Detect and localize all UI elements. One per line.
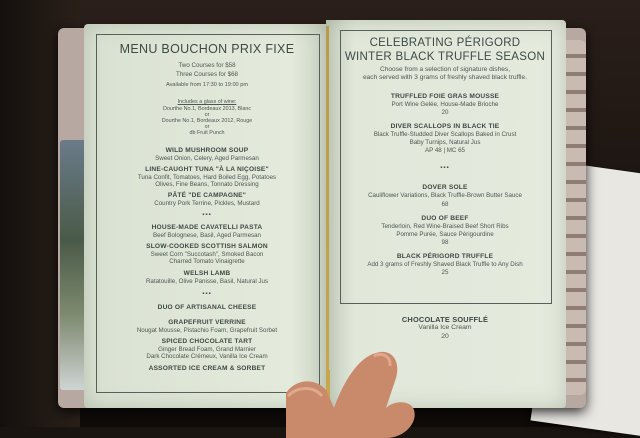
- menu-item-desc: Nougat Mousse, Pistachio Foam, Grapefruit Sorbet: [136, 327, 278, 334]
- right-intro-2: each served with 3 grams of freshly shaved black truffle.: [362, 74, 528, 81]
- truffle-item-name: BLACK PÉRIGORD TRUFFLE: [396, 253, 494, 260]
- menu-item-desc: Charred Tomato Vinaigrette: [169, 258, 245, 265]
- menu-item-name: SPICED CHOCOLATE TART: [161, 338, 253, 345]
- truffle-item-desc: Port Wine Gelée, House-Made Brioche: [391, 101, 499, 108]
- wine-or-1: or: [204, 112, 210, 118]
- menu-item-desc: Tuna Confit, Tomatoes, Hard Boiled Egg, Potatoes: [137, 174, 277, 181]
- menu-item-desc: Dark Chocolate Crémeux, Vanilla Ice Cream: [146, 353, 268, 360]
- wine-3: db Fruit Punch: [189, 130, 225, 136]
- truffle-item-desc: Pomme Purée, Sauce Périgourdine: [396, 231, 494, 238]
- wine-or-2: or: [204, 124, 210, 130]
- hand: [286, 348, 436, 438]
- right-intro-1: Choose from a selection of signature dishes,: [379, 66, 511, 73]
- left-page-title: MENU BOUCHON PRIX FIXE: [119, 42, 295, 56]
- truffle-item-price: 25: [441, 269, 449, 276]
- menu-item-desc: Ratatouille, Olive Panisse, Basil, Natural Jus: [145, 278, 269, 285]
- availability: Available from 17:30 to 19:00 pm: [166, 82, 248, 88]
- truffle-item-name: DOVER SOLE: [422, 184, 468, 191]
- truffle-item-price: 68: [441, 201, 449, 208]
- dessert-name: CHOCOLATE SOUFFLÉ: [401, 315, 489, 324]
- truffle-item-name: TRUFFLED FOIE GRAS MOUSSE: [390, 93, 500, 100]
- menu-item-name: WELSH LAMB: [183, 270, 231, 277]
- truffle-item-name: DIVER SCALLOPS IN BLACK TIE: [390, 123, 500, 130]
- course-divider: ▪▪▪: [202, 291, 212, 297]
- right-page-title-2: WINTER BLACK TRUFFLE SEASON: [344, 51, 546, 63]
- wine-intro: Includes a glass of wine:: [177, 99, 237, 105]
- menu-item-desc: Ginger Bread Foam, Grand Marnier: [158, 346, 256, 353]
- menu-item-desc: Sweet Onion, Celery, Aged Parmesan: [155, 155, 259, 162]
- menu-item-desc: Olives, Fine Beans, Tonnato Dressing: [155, 181, 259, 188]
- course-divider: ▪▪▪: [202, 212, 212, 218]
- menu-item-name: GRAPEFRUIT VERRINE: [168, 319, 246, 326]
- three-courses-price: Three Courses for $68: [176, 71, 238, 78]
- dessert-price: 20: [441, 333, 449, 340]
- truffle-item-desc: Tenderloin, Red Wine-Braised Beef Short Ribs: [381, 223, 509, 230]
- menu-item-desc: Sweet Corn "Succotash", Smoked Bacon: [150, 251, 264, 258]
- two-courses-price: Two Courses for $58: [178, 62, 236, 69]
- truffle-item-desc: Add 3 grams of Freshly Shaved Black Truffle to Any Dish: [367, 261, 523, 268]
- truffle-item-desc: Black Truffle-Studded Diver Scallops Baked in Crust: [373, 131, 517, 138]
- menu-item-name: ASSORTED ICE CREAM & SORBET: [148, 365, 266, 372]
- right-page-title-1: CELEBRATING PÉRIGORD: [369, 37, 521, 49]
- menu-item-name: SLOW-COOKED SCOTTISH SALMON: [146, 243, 268, 250]
- truffle-item-desc: Cauliflower Variations, Black Truffle-Brown Butter Sauce: [368, 192, 522, 199]
- truffle-item-desc: Baby Turnips, Natural Jus: [409, 139, 481, 146]
- menu-item-name: PÂTÉ "DE CAMPAGNE": [167, 192, 247, 199]
- menu-item-desc: Country Pork Terrine, Pickles, Mustard: [154, 200, 260, 207]
- wine-2: Dourthe No.1, Bordeaux 2012, Rouge: [161, 118, 253, 124]
- truffle-item-price: 98: [441, 239, 449, 246]
- menu-item-desc: Beef Bolognese, Basil, Aged Parmesan: [152, 232, 261, 239]
- truffle-item-price: AP 48 | MC 65: [424, 147, 465, 154]
- wine-1: Dourthe No.1, Bordeaux 2013, Blanc: [162, 106, 252, 112]
- dessert-desc: Vanilla Ice Cream: [418, 324, 472, 331]
- menu-item-name: WILD MUSHROOM SOUP: [165, 147, 249, 154]
- course-divider: ▪▪▪: [440, 165, 450, 171]
- truffle-item-name: DUO OF BEEF: [421, 215, 469, 222]
- menu-item-name: HOUSE-MADE CAVATELLI PASTA: [151, 224, 263, 231]
- menu-item-name: DUO OF ARTISANAL CHEESE: [157, 304, 257, 311]
- truffle-item-price: 20: [441, 109, 449, 116]
- menu-item-name: LINE-CAUGHT TUNA "À LA NIÇOISE": [145, 166, 269, 173]
